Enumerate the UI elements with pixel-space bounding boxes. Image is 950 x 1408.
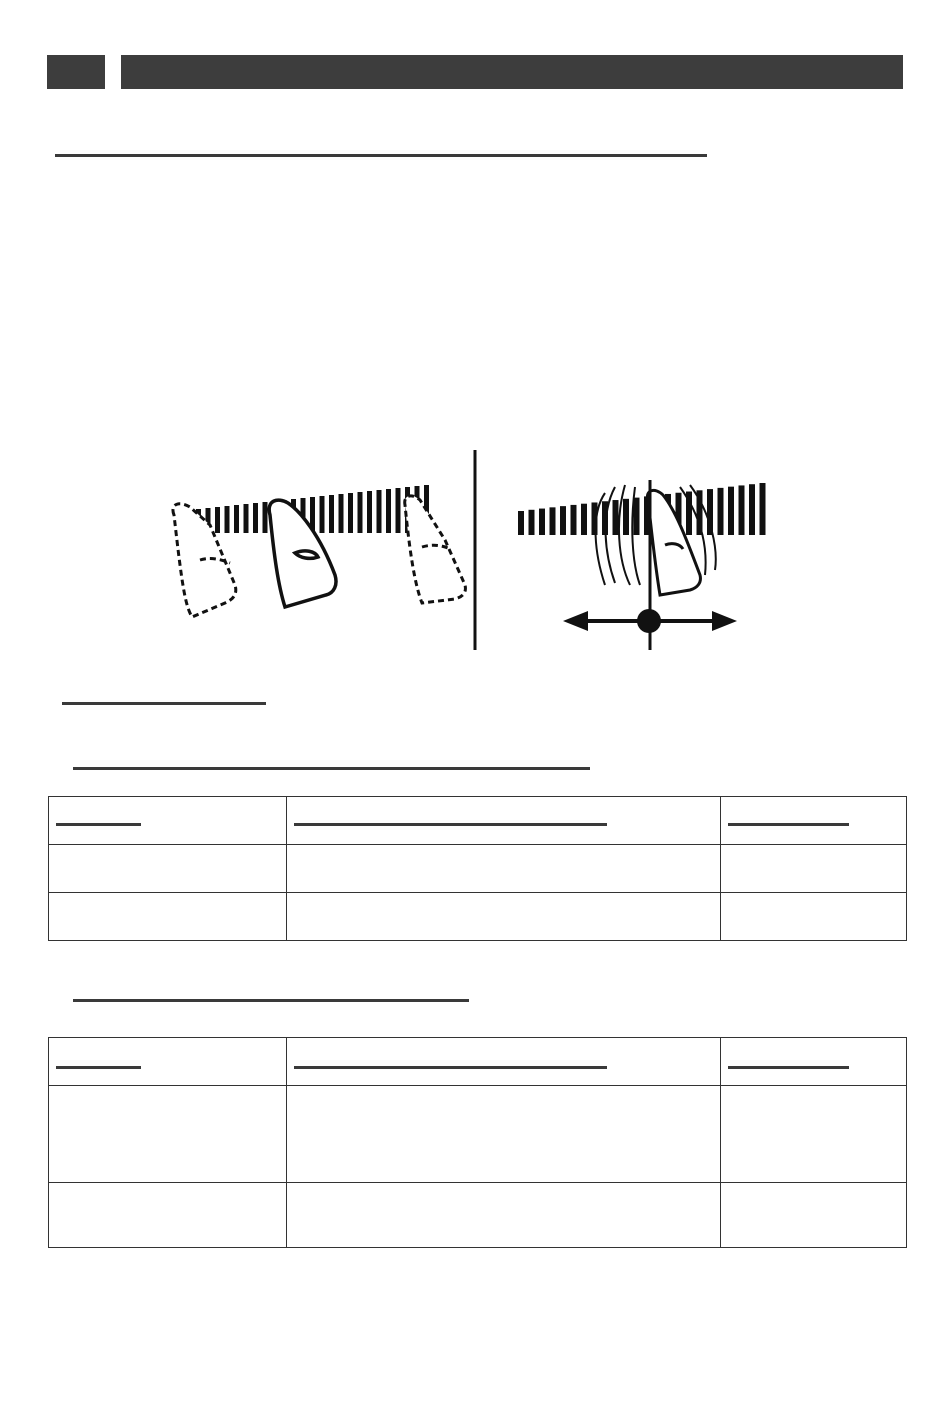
scale-bar (358, 492, 363, 533)
scale-bar (518, 511, 524, 535)
scale-bar (623, 499, 629, 535)
scale-bar (386, 489, 391, 533)
scale-bar (749, 484, 755, 535)
header-cell (287, 1038, 721, 1086)
scale-bar (718, 488, 724, 535)
table-cell (287, 1183, 721, 1248)
scale-bar (739, 485, 745, 535)
header-cell (49, 797, 287, 845)
table-row (49, 845, 907, 893)
header-cell (49, 1038, 287, 1086)
table-cell (721, 1183, 907, 1248)
scale-bar (760, 483, 766, 535)
table-row (49, 1086, 907, 1183)
table-cell (49, 1183, 287, 1248)
scale-bar (396, 488, 401, 533)
scale-bar (348, 493, 353, 533)
table-row (49, 893, 907, 941)
scale-bar (539, 509, 545, 535)
scale-bar (253, 503, 258, 533)
scale-bar (560, 506, 566, 535)
table-cell (721, 1086, 907, 1183)
scale-bar (263, 502, 268, 533)
table2-caption (73, 999, 469, 1002)
header-cell (721, 797, 907, 845)
table-cell (287, 1086, 721, 1183)
table-header-row (49, 797, 907, 845)
table-row (49, 1183, 907, 1248)
header-cell (721, 1038, 907, 1086)
scale-bar (215, 507, 220, 533)
scale-bar (367, 491, 372, 533)
scale-bar (571, 505, 577, 535)
scale-bar (581, 504, 587, 535)
chapter-number-box (47, 55, 105, 89)
scale-bar (529, 510, 535, 535)
arrow-left-icon (563, 611, 588, 631)
scale-bar (550, 507, 556, 535)
table-header-row (49, 1038, 907, 1086)
scale-bar (634, 498, 640, 535)
scale-bar (225, 506, 230, 533)
table-cell (49, 845, 287, 893)
table1-caption (73, 767, 590, 770)
scale-bar (377, 490, 382, 533)
table-cell (49, 1086, 287, 1183)
table-cell (721, 893, 907, 941)
table-cell (287, 845, 721, 893)
scale-bar (234, 505, 239, 533)
finger-dashed-icon (405, 496, 466, 603)
left-scale-bars (196, 485, 429, 533)
header-cell (287, 797, 721, 845)
scale-bar (339, 494, 344, 533)
subsection-heading (62, 702, 266, 705)
section-heading (55, 154, 707, 157)
scale-bar (244, 504, 249, 533)
scale-bar (320, 496, 325, 533)
table1 (48, 796, 907, 941)
table2 (48, 1037, 907, 1248)
scale-bar (329, 495, 334, 533)
slider-gesture-illustration (160, 445, 780, 655)
finger-solid-icon (269, 500, 336, 607)
right-scale-bars (518, 483, 766, 535)
table-cell (49, 893, 287, 941)
center-dot-icon (637, 609, 661, 633)
table-cell (721, 845, 907, 893)
scale-bar (613, 500, 619, 535)
scale-bar (728, 487, 734, 535)
chapter-title-bar (121, 55, 903, 89)
arrow-right-icon (712, 611, 737, 631)
table-cell (287, 893, 721, 941)
